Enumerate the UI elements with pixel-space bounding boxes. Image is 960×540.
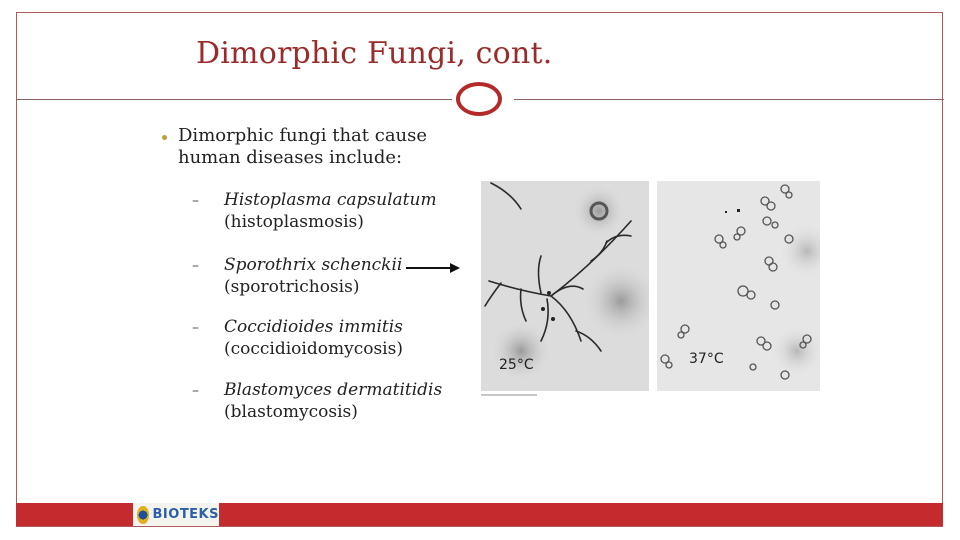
disease-name: (coccidioidomycosis)	[224, 339, 403, 359]
disease-name: (blastomycosis)	[224, 402, 358, 422]
species-name: Coccidioides immitis	[224, 317, 403, 337]
disease-name: (sporotrichosis)	[224, 277, 360, 297]
species-name: Sporothrix schenckii	[224, 255, 403, 275]
bioteks-logo	[133, 503, 219, 526]
temperature-label-37c: 37°C	[689, 351, 724, 367]
micrograph-mold-form	[481, 181, 649, 391]
micrograph-yeast-form	[657, 181, 820, 391]
species-name: Histoplasma capsulatum	[224, 190, 437, 210]
image-caption-line	[481, 394, 537, 396]
species-name: Blastomyces dermatitidis	[224, 380, 443, 400]
slide-title: Dimorphic Fungi, cont.	[196, 36, 553, 71]
temperature-label-25c: 25°C	[499, 357, 534, 373]
bullet-dot-icon	[162, 135, 167, 140]
dash-bullet-icon: –	[192, 258, 199, 274]
intro-text: Dimorphic fungi that cause human diseases include:	[178, 125, 428, 168]
arrow-right-icon	[406, 261, 460, 275]
disease-name: (histoplasmosis)	[224, 212, 364, 232]
dash-bullet-icon: –	[192, 320, 199, 336]
title-divider-right	[514, 99, 944, 100]
divider-ring-ornament	[456, 82, 502, 116]
dash-bullet-icon: –	[192, 193, 199, 209]
title-divider-left	[16, 99, 452, 100]
logo-text: BIOTEKS	[152, 507, 219, 522]
dash-bullet-icon: –	[192, 383, 199, 399]
sun-globe-icon	[137, 506, 149, 524]
